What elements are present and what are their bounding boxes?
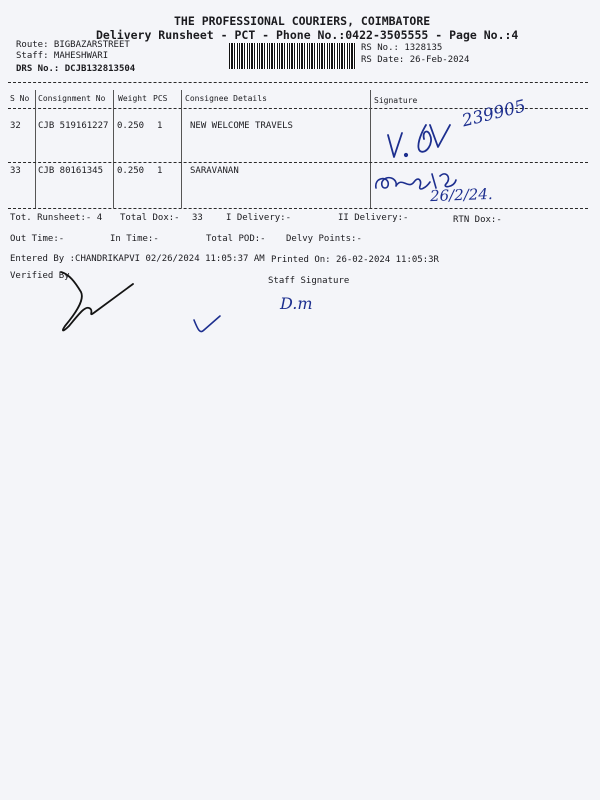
col-header-sno: S No — [10, 94, 30, 103]
verified-by-signature — [55, 270, 140, 335]
out-time: Out Time:- — [10, 234, 65, 244]
row-weight: 0.250 — [117, 166, 145, 176]
col-divider — [113, 90, 114, 208]
printed-on: Printed On: 26-02-2024 11:05:3R — [271, 255, 439, 265]
col-divider — [181, 90, 182, 208]
row-consignment: CJB 519161227 — [38, 121, 109, 131]
col-header-consignee: Consignee Details — [185, 94, 267, 103]
handwritten-date: 26/2/24. — [429, 184, 493, 206]
total-dox-label: Total Dox:- — [120, 213, 180, 223]
verified-by-label: Verified By — [10, 271, 70, 281]
col-divider — [35, 90, 36, 208]
check-mark — [190, 312, 225, 336]
ii-delivery: II Delivery:- — [338, 213, 409, 223]
col-header-weight: Weight — [118, 94, 147, 103]
row-sno: 32 — [10, 121, 21, 131]
drs-number: DRS No.: DCJB132813504 — [16, 64, 136, 74]
col-header-pcs: PCS — [153, 94, 168, 103]
staff-label: Staff: MAHESHWARI — [16, 51, 109, 61]
row-pcs: 1 — [157, 121, 163, 131]
row-consignee: SARAVANAN — [190, 166, 239, 176]
runsheet-title: Delivery Runsheet - PCT - Phone No.:0422-3505555 - Page No.:4 — [96, 28, 519, 42]
handwritten-number: 239905 — [460, 96, 528, 132]
row-sno: 33 — [10, 166, 21, 176]
in-time: In Time:- — [110, 234, 159, 244]
staff-signature: D.m — [280, 294, 313, 313]
rs-number: RS No.: 1328135 — [361, 43, 443, 53]
col-header-consignment: Consignment No — [38, 94, 106, 103]
tot-runsheet: Tot. Runsheet:- 4 — [10, 213, 103, 223]
barcode — [229, 43, 356, 69]
total-dox-value: 33 — [192, 213, 203, 223]
company-title: THE PROFESSIONAL COURIERS, COIMBATORE — [174, 14, 431, 28]
row-pcs: 1 — [157, 166, 163, 176]
row-consignee: NEW WELCOME TRAVELS — [190, 121, 293, 131]
total-pod: Total POD:- — [206, 234, 266, 244]
route-label: Route: BIGBAZARSTREET — [16, 40, 130, 50]
i-delivery: I Delivery:- — [226, 213, 292, 223]
col-header-signature: Signature — [374, 96, 418, 105]
separator-top — [8, 82, 588, 83]
row-weight: 0.250 — [117, 121, 145, 131]
rtn-dox: RTN Dox:- — [453, 215, 502, 225]
delvy-points: Delvy Points:- — [286, 234, 362, 244]
entered-by: Entered By :CHANDRIKAPVI 02/26/2024 11:05:37 AM — [10, 254, 265, 264]
rs-date: RS Date: 26-Feb-2024 — [361, 55, 470, 65]
staff-signature-label: Staff Signature — [268, 276, 350, 286]
row-consignment: CJB 80161345 — [38, 166, 104, 176]
